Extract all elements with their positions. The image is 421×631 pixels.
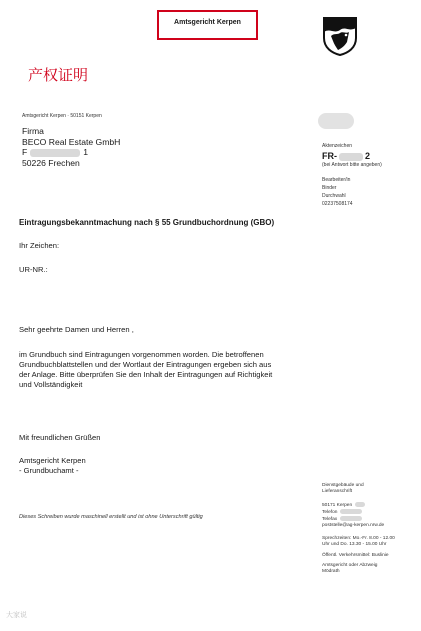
footer-line-7: Sprechzeiten: Mo.-Fr. 8.00 - 12.00 (322, 535, 395, 541)
footer-line-6: poststelle@ag-kerpen.nrw.de (322, 523, 385, 529)
aktenzeichen-label: Aktenzeichen (322, 143, 353, 149)
bearbeiter-name: Binder (322, 185, 337, 191)
footer-line-9: Öffentl. Verkehrsmittel: Buslinie (322, 552, 389, 558)
ihr-zeichen: Ihr Zeichen: (19, 241, 60, 250)
body-line-1: im Grundbuch sind Eintragungen vorgenommen worden. Die betroffenen (19, 350, 264, 359)
aktenzeichen-suffix: 2 (365, 151, 371, 161)
bearbeiter-label: Bearbeiter/in (322, 177, 351, 183)
footer-line-2: Lieferanschrift (322, 489, 353, 495)
aktenzeichen-value (322, 151, 370, 161)
cn-title: 产权证明 (28, 66, 89, 84)
durchwahl-value: 02237508174 (322, 201, 353, 207)
watermark: 大家说 (6, 611, 27, 619)
body-line-3: der Anlage. Bitte überprüfen Sie den Inhalt der Eintragungen auf Richtigkeit (19, 370, 273, 379)
redacted-fax (340, 516, 362, 521)
recipient-address (22, 126, 120, 168)
redacted-stamp (318, 113, 354, 129)
recipient-line-2: BECO Real Estate GmbH (22, 136, 121, 147)
footer-note: Dieses Schreiben wurde maschinell erstellt und ist ohne Unterschrift gültig (19, 514, 203, 520)
court-name-box (157, 10, 258, 40)
ur-nr: UR-NR.: (19, 265, 48, 274)
signature-court: Amtsgericht Kerpen (19, 456, 86, 465)
recipient-line-1: Firma (22, 126, 44, 136)
footer-address (322, 483, 395, 576)
court-name: Amtsgericht Kerpen (174, 19, 241, 26)
aktenzeichen-prefix: FR- (322, 151, 337, 161)
body-line-2: Grundbuchblattstellen und der Wortlaut der Eintragungen ergeben sich aus (19, 360, 272, 369)
sender-line: Amtsgericht Kerpen · 50151 Kerpen (22, 113, 102, 119)
body-paragraph (19, 350, 414, 390)
recipient-street-start: F (22, 147, 28, 157)
signature-department: - Grundbuchamt - (19, 466, 79, 475)
redacted-phone (340, 509, 362, 514)
closing: Mit freundlichen Grüßen (19, 433, 101, 442)
recipient-line-3 (22, 147, 120, 158)
body-line-4: und Vollständigkeit (19, 380, 83, 389)
footer-line-10: Amtsgericht oder Abzweig (322, 562, 378, 568)
footer-line-11: Mödrath (322, 569, 340, 575)
footer-line-4: Telefon (322, 509, 395, 516)
footer-line-3: 50171 Kerpen (322, 502, 395, 509)
recipient-line-4: 50226 Frechen (22, 157, 80, 168)
footer-line-1: Dienstgebäude und (322, 483, 364, 488)
footer-line-5: Telefax (322, 516, 395, 523)
redacted-street (30, 149, 80, 157)
footer-line-8: Uhr und Do. 13.30 - 15.00 Uhr (322, 542, 387, 548)
letter-subject: Eintragungsbekanntmachung nach § 55 Grundbuchordnung (GBO) (19, 218, 275, 227)
recipient-street-end: 1 (83, 147, 89, 157)
redacted-aktenzeichen (339, 153, 363, 161)
redacted-street-footer (355, 502, 365, 507)
nrw-coat-of-arms-icon (322, 16, 358, 56)
aktenzeichen-hint: (bei Antwort bitte angeben) (322, 162, 382, 168)
salutation: Sehr geehrte Damen und Herren , (19, 325, 134, 334)
durchwahl-label: Durchwahl (322, 193, 346, 199)
